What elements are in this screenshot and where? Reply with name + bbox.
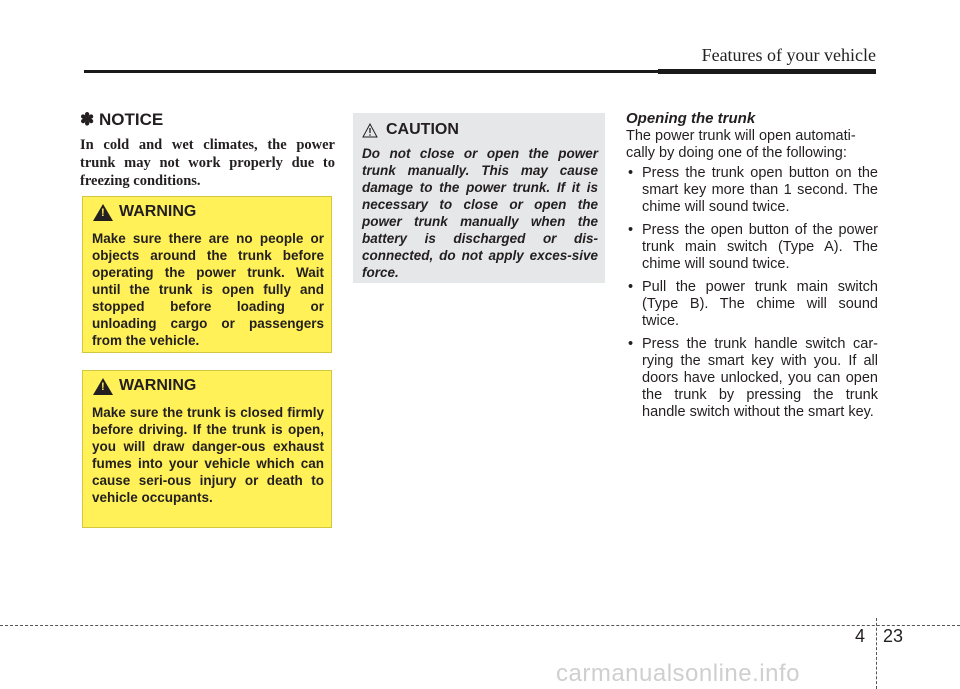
page-number: 23 <box>883 626 904 646</box>
header-rule-accent <box>658 69 876 74</box>
list-item: • Pull the power trunk main switch (Type B). The chime will sound twice. <box>626 279 878 330</box>
caution-triangle-icon <box>362 123 378 138</box>
warning-title: WARNING <box>119 203 197 220</box>
footer-divider <box>876 618 877 689</box>
caution-box <box>353 113 605 283</box>
watermark: carmanualsonline.info <box>556 660 800 687</box>
section-header-title: Features of your vehicle <box>701 45 876 65</box>
warning-body: Make sure there are no people or objects around the trunk before operating the power trunk. Wait until the trunk is open fully and stopped before loading or unloading cargo or passengers from the vehicle. <box>92 231 324 348</box>
warning-triangle-icon: ! <box>93 204 113 221</box>
list-item: • Press the open button of the power trunk main switch (Type A). The chime will sound twice. <box>626 222 878 273</box>
warning-triangle-icon: ! <box>93 378 113 395</box>
opening-trunk-intro: The power trunk will open automati-cally by doing one of the following: <box>626 128 856 161</box>
warning-body: Make sure the trunk is closed firmly before driving. If the trunk is open, you will draw danger-ous exhaust fumes into your vehicle which can cause seri-ous injury or death to vehicle occupants. <box>92 405 324 505</box>
footer-rule <box>0 625 960 626</box>
list-item: • Press the trunk open button on the smart key more than 1 second. The chime will sound twice. <box>626 165 878 216</box>
warning-box-2 <box>82 370 332 528</box>
warning-title: WARNING <box>119 377 197 394</box>
opening-trunk-title: Opening the trunk <box>626 110 756 127</box>
caution-title: CAUTION <box>386 121 459 138</box>
notice-text: In cold and wet climates, the power trunk may not work properly due to freezing conditions. <box>80 137 335 189</box>
chapter-number: 4 <box>855 626 866 646</box>
opening-trunk-list <box>626 165 878 427</box>
warning-box-1 <box>82 196 332 353</box>
notice-heading: ✽ NOTICE <box>80 110 164 129</box>
caution-body: Do not close or open the power trunk manually. This may cause damage to the power trunk. If it is necessary to close or open the power trunk manually when the battery is discharged or dis-connected, do not apply exces-sive force. <box>362 146 598 280</box>
list-item: • Press the trunk handle switch car-rying the smart key with you. If all doors have unlocked, you can open the trunk by pressing the trunk handle switch without the smart key. <box>626 336 878 421</box>
